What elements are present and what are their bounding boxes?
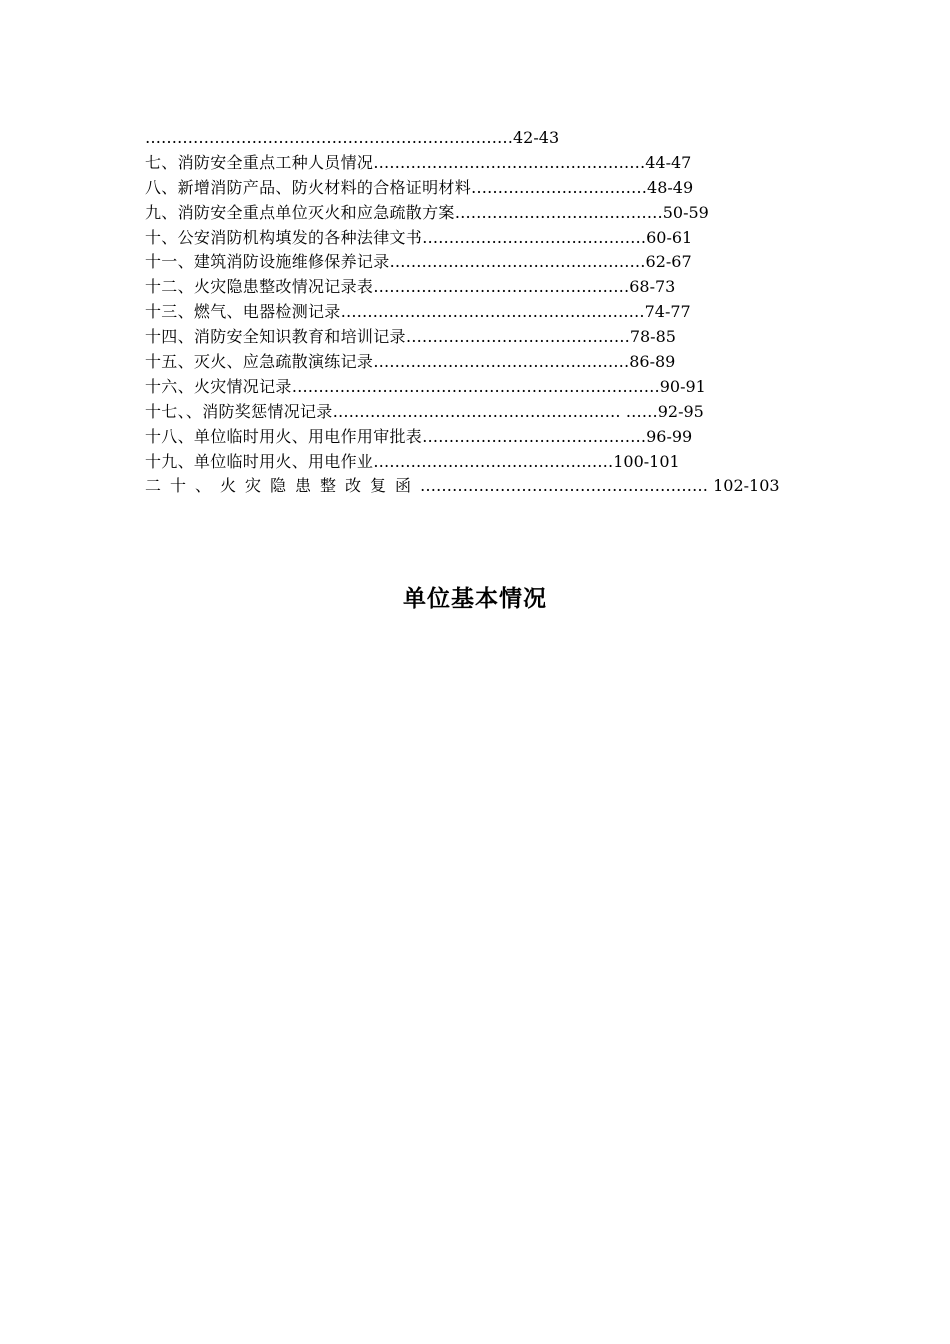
toc-entry: 十二、火灾隐患整改情况记录表…………………………………………68-73: [145, 277, 676, 297]
toc-entry: 二十、火灾隐患整改复函……………………………………………… 102-103: [145, 476, 780, 496]
toc-entry: 十五、灭火、应急疏散演练记录…………………………………………86-89: [145, 352, 676, 372]
toc-entry: 十六、火灾情况记录……………………………………………………………90-91: [145, 376, 706, 396]
toc-entry: 十八、单位临时用火、用电作用审批表……………………………………96-99: [145, 426, 693, 446]
toc-entry: 十四、消防安全知识教育和培训记录……………………………………78-85: [145, 327, 676, 347]
toc-entry: ……………………………………………………………42-43: [145, 128, 560, 147]
toc-entry: 八、新增消防产品、防火材料的合格证明材料……………………………48-49: [145, 177, 694, 197]
toc-entry: 十七、、消防奖惩情况记录……………………………………………… ……92-95: [145, 401, 704, 421]
toc-entry: 七、消防安全重点工种人员情况……………………………………………44-47: [145, 152, 692, 172]
toc-entry: 九、消防安全重点单位灭火和应急疏散方案…………………………………50-59: [145, 202, 709, 222]
section-heading: 单位基本情况: [403, 586, 547, 612]
toc-entry: 十三、燃气、电器检测记录…………………………………………………74-77: [145, 302, 691, 322]
toc-entry: 十九、单位临时用火、用电作业………………………………………100-101: [145, 451, 680, 471]
toc-entry: 十一、建筑消防设施维修保养记录…………………………………………62-67: [145, 252, 692, 272]
table-of-contents: [145, 126, 805, 499]
toc-entry: 十、公安消防机构填发的各种法律文书……………………………………60-61: [145, 227, 693, 247]
